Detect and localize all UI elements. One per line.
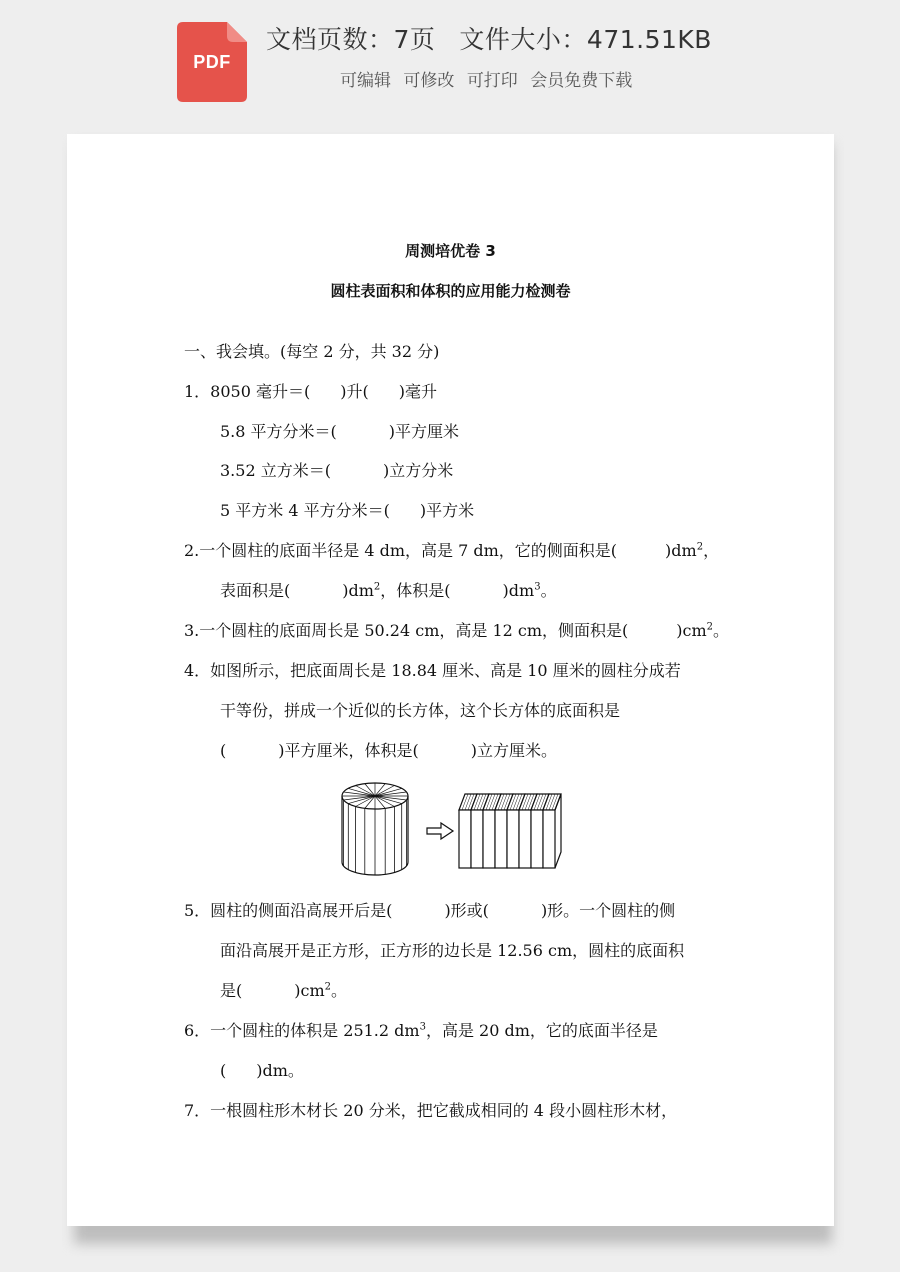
- question-1-line-2: 5.8 平方分米＝( )平方厘米: [220, 422, 460, 441]
- question-3: 3.一个圆柱的底面周长是 50.24 cm，高是 12 cm，侧面积是( )$cm^2$。: [184, 621, 730, 640]
- pdf-icon-label: PDF: [193, 52, 231, 72]
- question-5-line-2: 面沿高展开是正方形，正方形的边长是 12.56 cm，圆柱的底面积: [220, 941, 685, 960]
- question-2-line-2: 表面积是( )$dm^2$，体积是( )$dm^3$。: [220, 581, 557, 600]
- document-page: [67, 134, 834, 1226]
- question-6-line-1: 6．一个圆柱的体积是 251.2 $dm^3$，高是 20 dm，它的底面半径是: [184, 1021, 658, 1040]
- pdf-file-icon: [177, 22, 247, 102]
- feature-printable: 可打印: [466, 71, 518, 91]
- file-meta-title: [266, 20, 712, 56]
- question-1-line-1: 1．8050 毫升＝( )升( )毫升: [184, 382, 437, 401]
- question-1-line-4: 5 平方米 4 平方分米＝( )平方米: [220, 501, 475, 520]
- question-5-line-1: 5．圆柱的侧面沿高展开后是( )形或( )形。一个圆柱的侧: [184, 901, 676, 920]
- feature-links: [340, 66, 639, 91]
- question-1-line-3: 3.52 立方米＝( )立方分米: [220, 461, 454, 480]
- question-6-line-2: ( )dm。: [220, 1061, 304, 1080]
- document-subtitle: 圆柱表面积和体积的应用能力检测卷: [330, 282, 571, 300]
- file-info: [266, 20, 712, 56]
- feature-editable: 可编辑: [340, 71, 391, 91]
- question-2-line-1: 2.一个圆柱的底面半径是 4 dm，高是 7 dm，它的侧面积是( )$dm^2$，: [184, 541, 720, 560]
- file-size: 文件大小：471.51KB: [459, 25, 712, 54]
- feature-modifiable: 可修改: [403, 71, 455, 91]
- cylinder-to-cuboid-figure: [337, 774, 567, 886]
- question-4-line-3: ( )平方厘米，体积是( )立方厘米。: [220, 741, 557, 760]
- question-4-line-2: 干等份，拼成一个近似的长方体，这个长方体的底面积是: [220, 701, 621, 720]
- question-5-line-3: 是( )$cm^2$。: [220, 981, 348, 1000]
- document-title: 周测培优卷 3: [405, 242, 496, 260]
- question-4-line-1: 4．如图所示，把底面周长是 18.84 厘米、高是 10 厘米的圆柱分成若: [184, 661, 681, 680]
- section-heading: 一、我会填。(每空 2 分，共 32 分): [184, 342, 440, 361]
- feature-free-download: 会员免费下载: [530, 71, 633, 91]
- question-7-line-1: 7．一根圆柱形木材长 20 分米，把它截成相同的 4 段小圆柱形木材，: [184, 1101, 678, 1120]
- page-count: 文档页数：7页: [266, 25, 436, 54]
- cylinder-diagram: [337, 774, 567, 882]
